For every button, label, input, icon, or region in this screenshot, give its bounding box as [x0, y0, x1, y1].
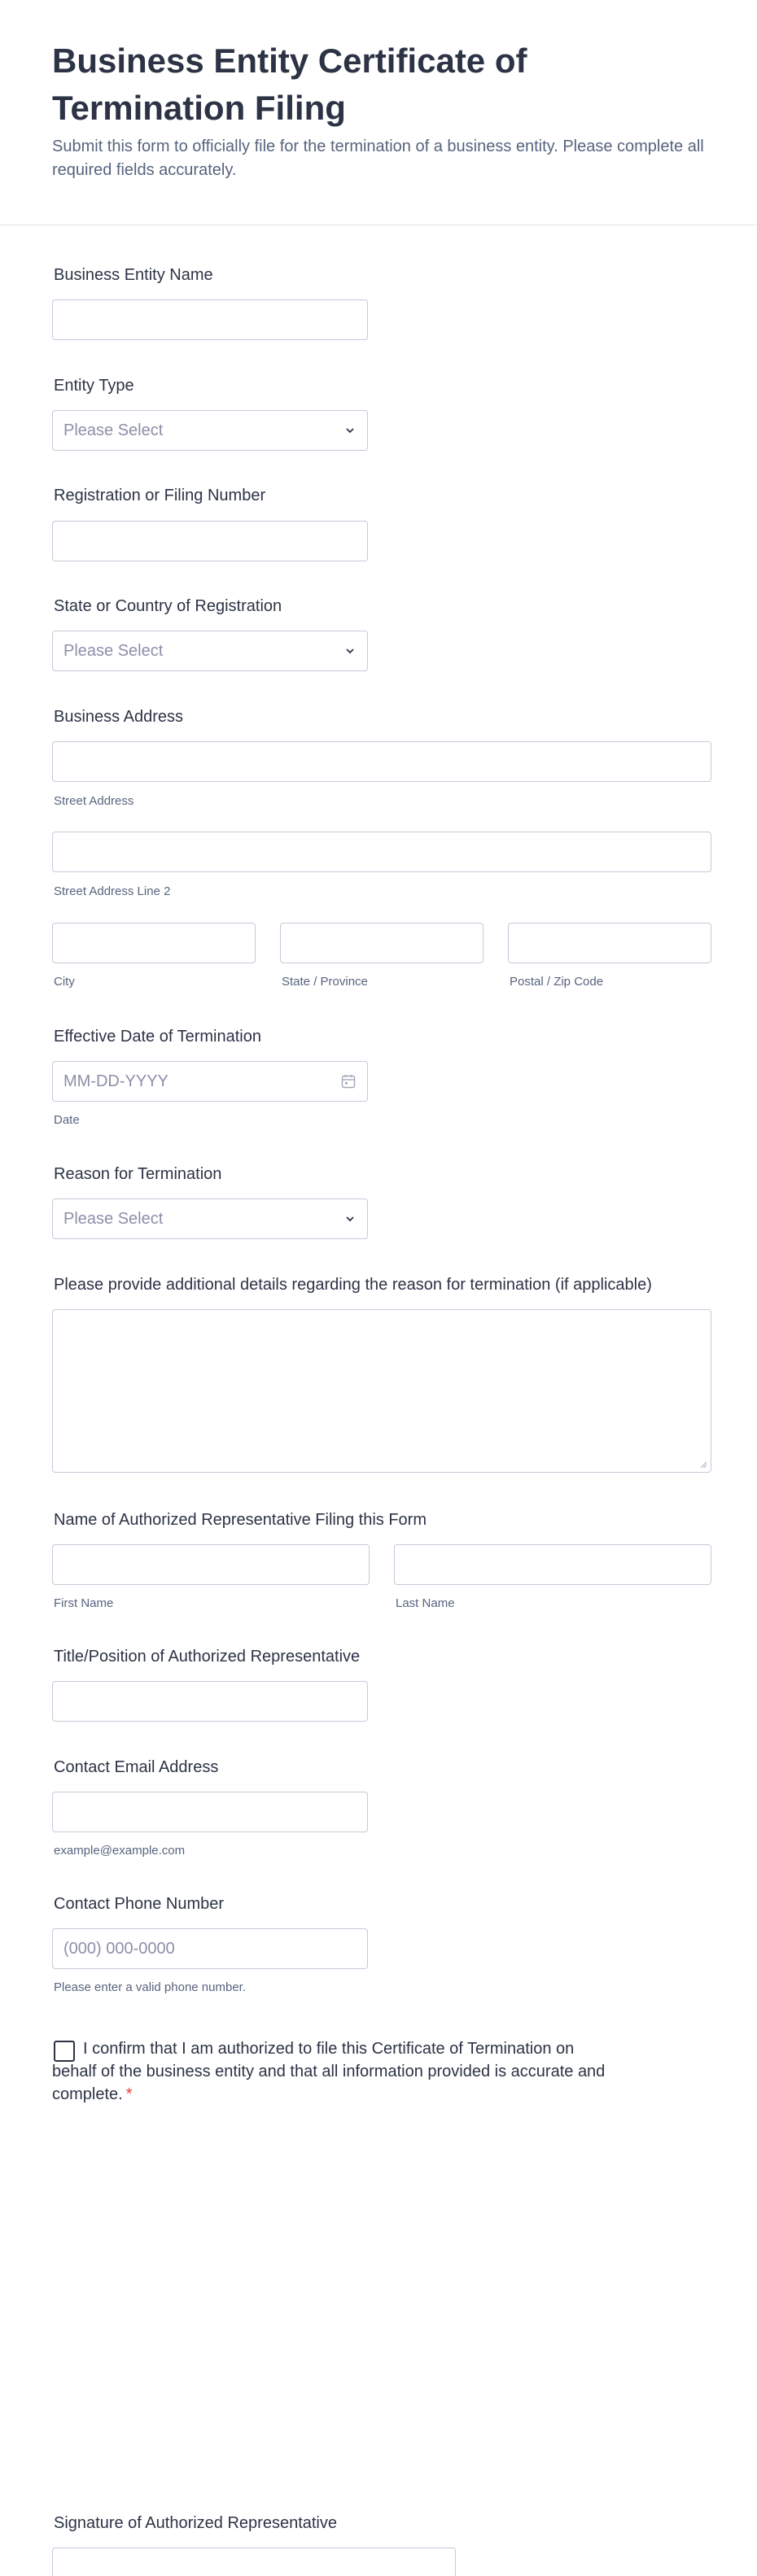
details-label: Please provide additional details regarding the reason for termination (if applicable): [54, 1276, 652, 1294]
last-name-input[interactable]: [394, 1544, 711, 1585]
state-province-input[interactable]: [280, 923, 484, 963]
signature-pad[interactable]: [52, 2548, 456, 2576]
postal-code-sublabel: Postal / Zip Code: [510, 975, 604, 989]
entity-name-label: Business Entity Name: [54, 266, 213, 284]
entity-type-label: Entity Type: [54, 377, 134, 395]
phone-label: Contact Phone Number: [54, 1895, 225, 1913]
email-sublabel: example@example.com: [54, 1844, 186, 1858]
registration-number-input[interactable]: [52, 521, 368, 561]
calendar-icon[interactable]: [340, 1073, 357, 1089]
confirm-label: I confirm that I am authorized to file this Certificate of Termination on behalf of the business entity and that all information provided is accurate and complete.: [52, 2040, 606, 2103]
phone-sublabel: Please enter a valid phone number.: [54, 1980, 246, 1994]
entity-type-placeholder: Please Select: [63, 421, 164, 439]
state-country-placeholder: Please Select: [63, 642, 164, 660]
representative-title-label: Title/Position of Authorized Representative: [54, 1648, 361, 1666]
entity-type-select[interactable]: [52, 410, 368, 451]
effective-date-placeholder: MM-DD-YYYY: [63, 1072, 168, 1090]
details-textarea[interactable]: [52, 1309, 711, 1473]
reason-label: Reason for Termination: [54, 1165, 222, 1183]
chevron-down-icon: [344, 425, 356, 436]
representative-name-label: Name of Authorized Representative Filing this Form: [54, 1511, 427, 1529]
state-country-label: State or Country of Registration: [54, 597, 282, 615]
confirm-text: [52, 2037, 622, 2106]
city-input[interactable]: [52, 923, 256, 963]
street-address-line2-input[interactable]: [52, 832, 711, 872]
representative-title-input[interactable]: [52, 1681, 368, 1722]
reason-placeholder: Please Select: [63, 1210, 164, 1228]
street-address-input[interactable]: [52, 741, 711, 782]
phone-input[interactable]: [52, 1928, 368, 1969]
first-name-sublabel: First Name: [54, 1596, 114, 1610]
phone-placeholder: (000) 000-0000: [63, 1940, 175, 1958]
first-name-input[interactable]: [52, 1544, 370, 1585]
required-mark: *: [125, 2085, 133, 2103]
email-label: Contact Email Address: [54, 1758, 219, 1776]
form-subtitle: Submit this form to officially file for the termination of a business entity. Please complete all required fields accurately.: [52, 138, 704, 179]
state-country-select[interactable]: [52, 631, 368, 671]
chevron-down-icon: [344, 645, 356, 657]
effective-date-input[interactable]: [52, 1061, 368, 1102]
form-title: Business Entity Certificate of Termination Filing: [52, 41, 527, 127]
reason-select[interactable]: [52, 1198, 368, 1239]
signature-label: Signature of Authorized Representative: [54, 2514, 337, 2532]
effective-date-label: Effective Date of Termination: [54, 1028, 261, 1046]
last-name-sublabel: Last Name: [396, 1596, 455, 1610]
effective-date-sublabel: Date: [54, 1113, 80, 1127]
email-input[interactable]: [52, 1792, 368, 1832]
postal-code-input[interactable]: [508, 923, 711, 963]
registration-number-label: Registration or Filing Number: [54, 487, 266, 504]
city-sublabel: City: [54, 975, 75, 989]
business-address-label: Business Address: [54, 708, 183, 726]
street-address-sublabel: Street Address: [54, 794, 134, 808]
chevron-down-icon: [344, 1213, 356, 1225]
street-address-line2-sublabel: Street Address Line 2: [54, 884, 171, 898]
form-header: [0, 0, 757, 225]
resize-grip-icon[interactable]: [699, 1460, 707, 1469]
entity-name-input[interactable]: [52, 299, 368, 340]
state-province-sublabel: State / Province: [282, 975, 368, 989]
